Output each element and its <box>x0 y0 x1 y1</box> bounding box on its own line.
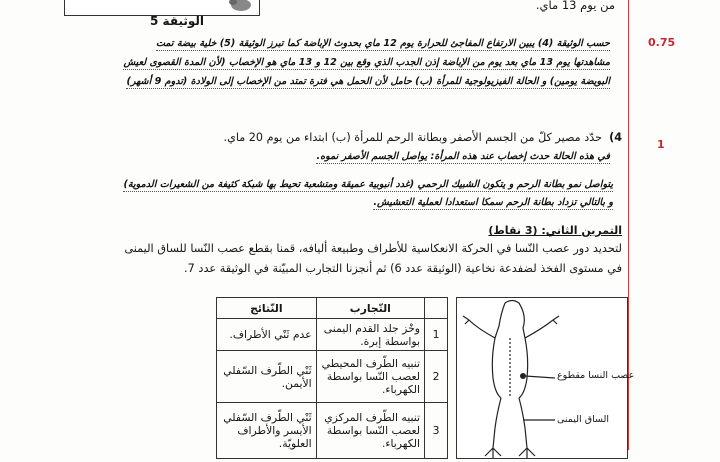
table-row <box>217 351 448 403</box>
question4-number: 4) <box>609 131 622 144</box>
figure-label-leg: الساق اليمنى <box>557 414 609 425</box>
col-results-header: النّتائج <box>217 298 317 319</box>
answer1-line-1: حسب الوثيقة (4) يبين الارتفاع المفاجئ للحرارة يوم 12 ماي بحدوث الإباضة كما تبرز الوثيقة (5) خلية بيضة تمت <box>155 38 610 49</box>
score-second: 1 <box>657 138 665 151</box>
row-number: 3 <box>425 403 448 459</box>
experiments-table <box>216 297 448 459</box>
experiment-cell: وخْز جلد القدم اليمنى بواسطة إبرة. <box>316 319 424 351</box>
figure-fragment-icon <box>65 0 259 15</box>
top-right-text: من يوم 13 ماي. <box>535 0 615 12</box>
col-num-header <box>425 298 448 319</box>
figure-label-nerve: عصب النسا مقطوع <box>557 370 635 381</box>
answer1-line-3: البويضة يومين) و الحالة الفيزيولوجية للمرأة (ب) حامل لأن الحمل هي فترة تمتد من الإخصاب إلى الولادة (تدوم 9 أشهر) <box>126 76 610 87</box>
result-cell: ثَنْي الطّرف السّفلي الأيمن. <box>217 351 317 403</box>
margin-line <box>628 0 629 450</box>
frog-figure <box>456 297 635 459</box>
table-row <box>217 403 448 459</box>
q4-answer-line-3: و بالتالي تزداد بطانة الرحم سمكا استعدادا لعملية التعشيش. <box>373 197 613 208</box>
result-cell: ثَنْي الطّرف السّفلي الأيسر والأطراف العلويّة. <box>217 403 317 459</box>
document-title: الوثيقة 5 <box>150 14 204 28</box>
experiment-cell: تنبيه الطّرف المحيطي لعصب النّسا بواسطة الكهرباء. <box>316 351 424 403</box>
question4-text: حدّد مصير كلّ من الجسم الأصفر وبطانة الرحم للمرأة (ب) ابتداء من يوم 20 ماي. <box>223 131 602 144</box>
answer1-line-2: مشاهدتها يوم 13 ماي بعد يوم من الإباضة إذن الجدب الذي وقع بين 12 و 13 ماي هو الإخصاب (لأن المدة القصوى لعيش <box>123 57 610 68</box>
row-number: 2 <box>425 351 448 403</box>
result-cell: عدم ثَنْي الأطراف. <box>217 319 317 351</box>
score-first: 0.75 <box>648 36 676 49</box>
table-row <box>217 319 448 351</box>
exercise2-title: التمرين الثاني: (3 نقاط) <box>488 224 622 237</box>
exercise2-line-2: في مستوى الفخذ لضفدعة نخاعية (الوثيقة عدد 6) ثم أنجزنا التجارب المبيّنة في الوثيقة عدد 7. <box>184 262 622 275</box>
col-experiments-header: التّجارب <box>316 298 424 319</box>
table-header-row <box>217 298 448 319</box>
q4-answer-line-1: في هذه الحالة حدث إخصاب عند هذه المرأة: يواصل الجسم الأصفر نموه. <box>316 151 610 162</box>
exercise2-line-1: لتحديد دور عصب النّسا في الحركة الانعكاسية للأطراف وطبيعة أليافه، قمنا بقطع عصب النّسا للساق اليمنى <box>124 242 622 255</box>
row-number: 1 <box>425 319 448 351</box>
experiment-cell: تنبيه الطّرف المركزي لعصب النّسا بواسطة الكهرباء. <box>316 403 424 459</box>
q4-answer-line-2: يتواصل نمو بطانة الرحم و يتكون الشبيك الرحمي (غدد أنبوبية عميقة ومتشعبة تحيط بها شبكة كثيفة من الشعيرات الدموية) <box>123 179 613 190</box>
